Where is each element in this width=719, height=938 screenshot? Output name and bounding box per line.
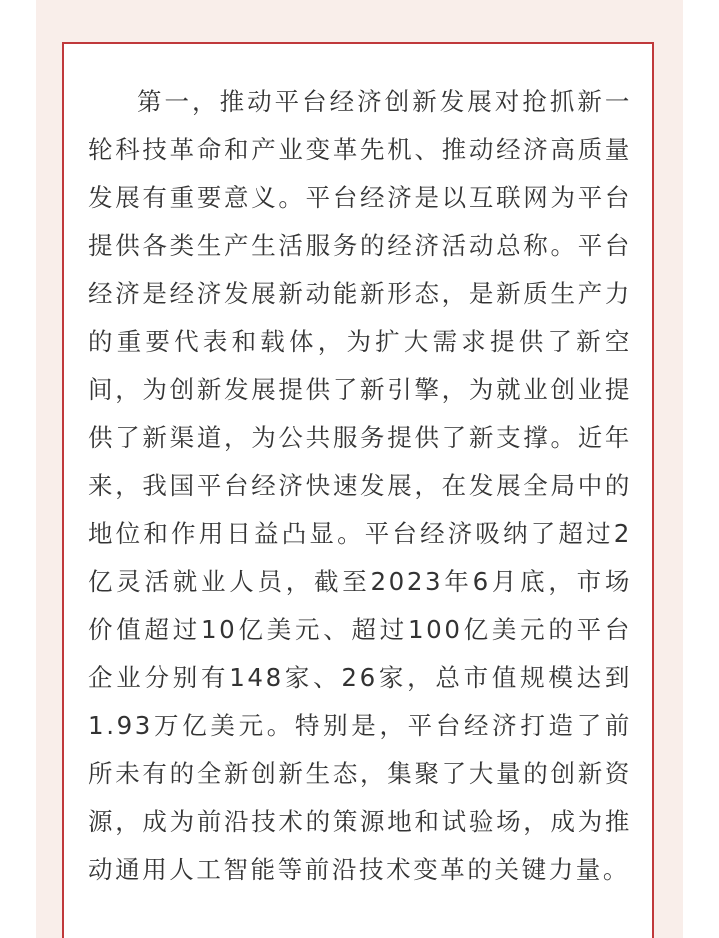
article-paragraph: 第一，推动平台经济创新发展对抢抓新一轮科技革命和产业变革先机、推动经济高质量发展有重要意义。平台经济是以互联网为平台提供各类生产生活服务的经济活动总称。平台经济是经济发展新动能新形态，是新质生产力的重要代表和载体，为扩大需求提供了新空间，为创新发展提供了新引擎，为就业创业提供了新渠道，为公共服务提供了新支撑。近年来，我国平台经济快速发展，在发展全局中的地位和作用日益凸显。平台经济吸纳了超过2亿灵活就业人员，截至2023年6月底，市场价值超过10亿美元、超过100亿美元的平台企业分别有148家、26家，总市值规模达到1.93万亿美元。特别是，平台经济打造了前所未有的全新创新生态，集聚了大量的创新资源，成为前沿技术的策源地和试验场，成为推动通用人工智能等前沿技术变革的关键力量。	[88, 87, 632, 884]
